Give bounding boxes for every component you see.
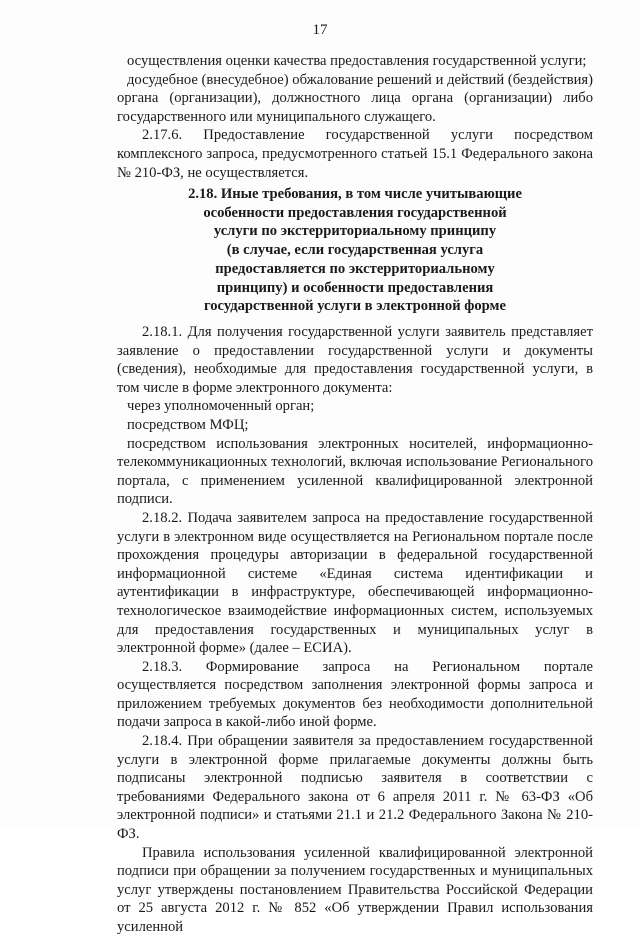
heading-line: предоставляется по экстерриториальному [215, 260, 495, 277]
heading-line: 2.18. Иные требования, в том числе учитывающие [188, 186, 522, 202]
section-heading-2-18 [117, 185, 593, 316]
paragraph-2-18-1: 2.18.1. Для получения государственной услуги заявитель представляет заявление о предоставлении государственной услуги и документы (сведения), необходимые для предоставления государственной услуги, в том числе в форме электронного документа: [117, 324, 593, 396]
heading-line: (в случае, если государственная услуга [226, 242, 484, 259]
list-item: через уполномоченный орган; [127, 398, 315, 415]
heading-line: особенности предоставления государственной [203, 204, 507, 221]
intro-block [117, 52, 593, 182]
paragraph-2-18-4: 2.18.4. При обращении заявителя за предоставлением государственной услуги в электронной форме прилагаемые документы должны быть подписаны электронной подписью заявителя в соответствии с требованиями Федерального закона от 6 апреля 2011 г. № 63-ФЗ «Об электронной подписи» и статьями 21.1 и 21.2 Федерального Закона № 210-ФЗ. [117, 733, 593, 843]
list-item: посредством использования электронных носителей, информационно-телекоммуникационных технологий, включая использование Регионального портала, с применением усиленной квалифицированной электронной подписи. [117, 435, 593, 508]
paragraph-rules: Правила использования усиленной квалифицированной электронной подписи при обращении за получением государственных и муниципальных услуг утверждены постановлением Правительства Российской Федерации от 25 августа 2012 г. № 852 «Об утверждении Правил использования усиленной [117, 844, 593, 935]
heading-line: государственной услуги в электронной форме [204, 298, 506, 315]
heading-line: принципу) и особенности предоставления [216, 279, 494, 296]
intro-line-1: осуществления оценки качества предоставления государственной услуги; [127, 53, 587, 69]
paragraph-2-18-2: 2.18.2. Подача заявителем запроса на предоставление государственной услуги в электронном виде осуществляется на Региональном портале после прохождения процедуры авторизации в федеральной государственной информационной системе «Единая система идентификации и аутентификации в инфраструктуре, обеспечивающей информационно-технологическое взаимодействие информационных систем, используемых для предоставления государственных и муниципальных услуг в электронной форме» (далее – ЕСИА). [117, 509, 593, 657]
body-block [117, 323, 593, 937]
paragraph-2-17-6: 2.17.6. Предоставление государственной услуги посредством комплексного запроса, предусмотренного статьей 15.1 Федерального закона № 210-ФЗ, не осуществляется. [117, 127, 593, 181]
list-item: посредством МФЦ; [127, 416, 249, 433]
page-number: 17 [312, 22, 328, 38]
intro-line-2: досудебное (внесудебное) обжалование решений и действий (бездействия) органа (организации), должностного лица органа (организации) либо государственного или муниципального служащего. [117, 71, 593, 125]
heading-line: услуги по экстерриториальному принципу [213, 223, 497, 240]
paragraph-2-18-3: 2.18.3. Формирование запроса на Региональном портале осуществляется посредством заполнения электронной формы запроса и приложением требуемых документов без необходимости дополнительной подачи запроса в какой-либо иной форме. [117, 658, 593, 731]
